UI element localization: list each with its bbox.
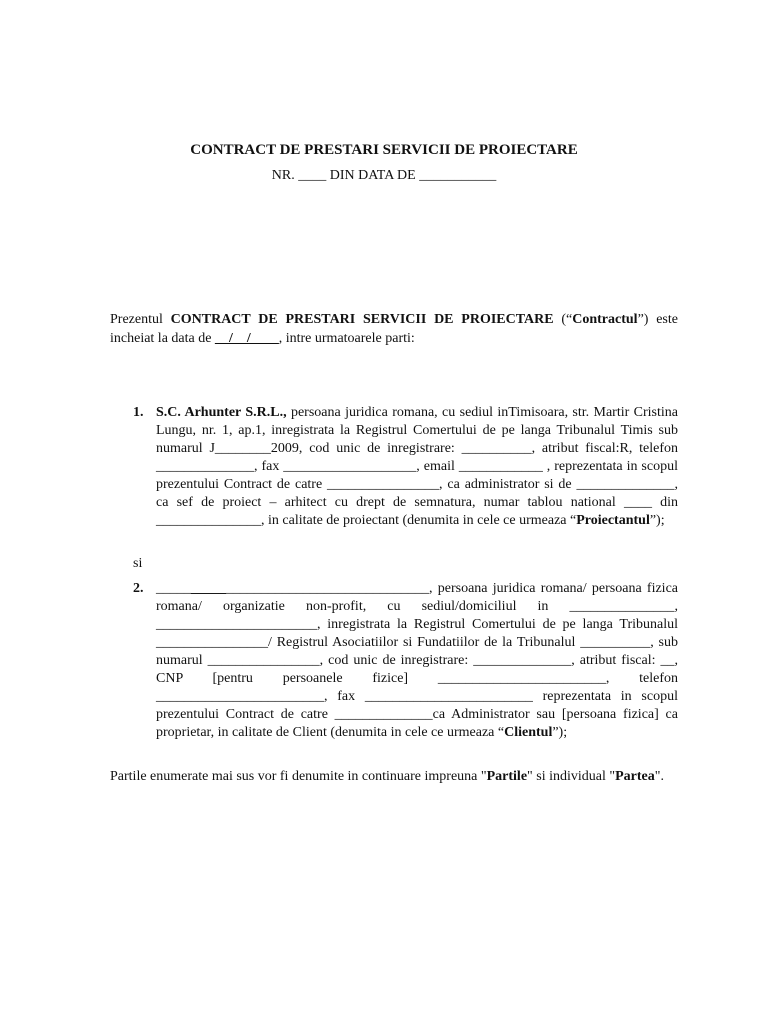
- outro-term-partile: Partile: [486, 769, 528, 784]
- intro-text-3: ”) este incheiat la data de: [110, 312, 678, 346]
- intro-date-blank: __/__/____: [214, 331, 279, 346]
- outro-term-partea: Partea: [615, 769, 655, 784]
- party-1-body: [156, 404, 678, 530]
- party-2-item: [133, 580, 678, 742]
- document-number-date: NR. ____ DIN DATA DE ___________: [271, 168, 497, 183]
- party-2-end: ”);: [552, 725, 568, 740]
- party-2-body: [156, 580, 678, 742]
- party-2-blank-1: _____: [156, 581, 191, 596]
- party-1-end: ”);: [649, 513, 665, 528]
- outro-text-3: ".: [654, 769, 664, 784]
- party-1-role: Proiectantul: [576, 513, 650, 528]
- closing-paragraph: [110, 767, 678, 786]
- party-2-blank-2: _____: [191, 581, 226, 596]
- party-1-item: [133, 404, 678, 530]
- conjunction-si: si: [133, 556, 143, 571]
- intro-contract-name: CONTRACT DE PRESTARI SERVICII DE PROIECTARE: [170, 312, 554, 327]
- intro-text-4: , intre urmatoarele parti:: [278, 331, 415, 346]
- party-1-text: persoana juridica romana, cu sediul inTimisoara, str. Martir Cristina Lungu, nr. 1, ap.1, inregistrata la Registrul Comertului de pe langa Tribunalul Timis sub numarul J________2009, cod unic de inregistrare: __________, atribut fiscal:R, telefon ______________, fax ___________________, email ____________ , reprezentata in scopul prezentului Contract de catre ________________, ca administrator si de ______________, ca sef de proiect – arhitect cu drept de semnatura, numar tablou national ____ din _______________, in calitate de proiectant (denumita in cele ce urmeaza “: [156, 405, 678, 528]
- document-title: CONTRACT DE PRESTARI SERVICII DE PROIECTARE: [190, 142, 578, 158]
- intro-text-1: Prezentul: [110, 312, 171, 327]
- outro-text-2: " si individual ": [527, 769, 616, 784]
- party-2-text: _____________________________, persoana juridica romana/ persoana fizica romana/ organizatie non-profit, cu sediul/domiciliul in _______________, _______________________, inregistrata la Registrul Comertului de pe langa Tribunalul ________________/ Registrul Asociatiilor si Fundatiilor de la Tribunalul __________, sub numarul ________________, cod unic de inregistrare: ______________, atribut fiscal: __, CNP [pentru persoanele fizice] ________________________, telefon ________________________, fax ________________________ reprezentata in scopul prezentului Contract de catre ______________ca Administrator sau [persoana fizica] ca proprietar, in calitate de Client (denumita in cele ce urmeaza “: [156, 581, 678, 740]
- party-2-role: Clientul: [504, 725, 553, 740]
- party-1-number: 1.: [133, 405, 144, 420]
- party-1-name: S.C. Arhunter S.R.L.,: [156, 405, 287, 420]
- intro-paragraph: [110, 310, 678, 348]
- intro-contract-term: Contractul: [572, 312, 638, 327]
- outro-text-1: Partile enumerate mai sus vor fi denumite in continuare impreuna ": [110, 769, 487, 784]
- party-2-number: 2.: [133, 581, 144, 596]
- intro-text-2: (“: [553, 312, 573, 327]
